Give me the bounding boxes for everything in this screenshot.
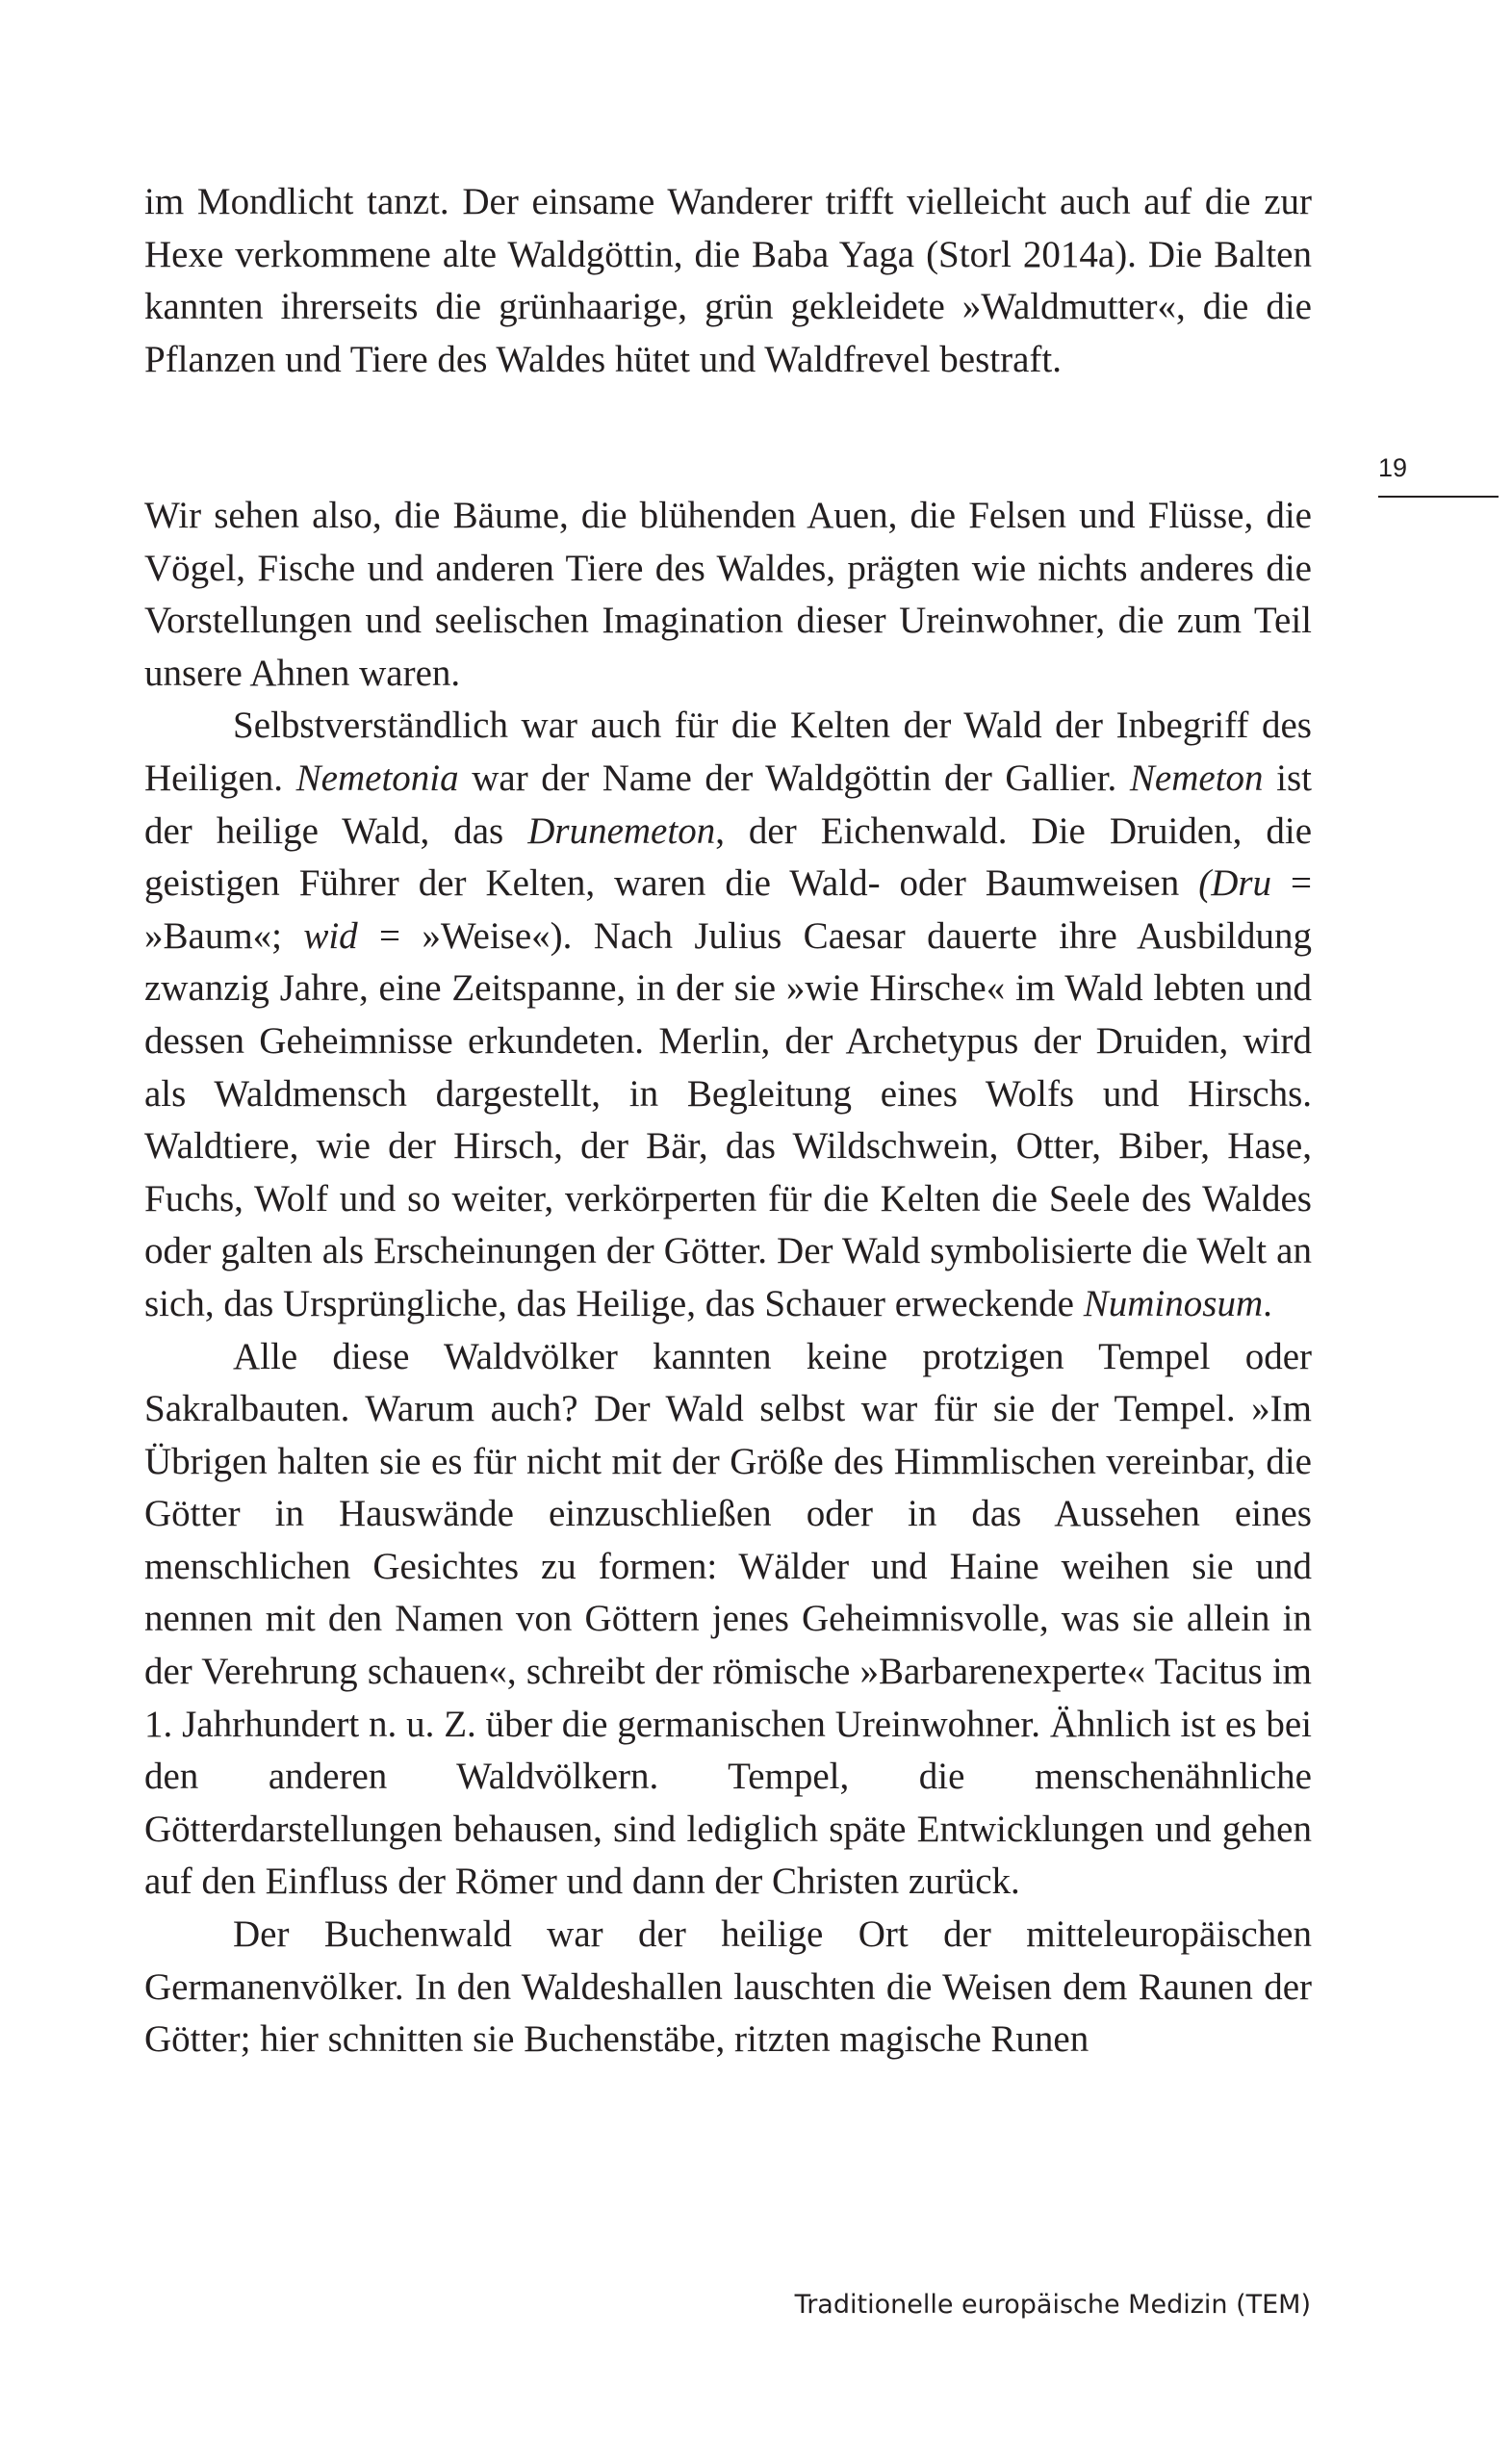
paragraph: Wir sehen also, die Bäume, die blühenden Auen, die Felsen und Flüsse, die Vögel, Fische und anderen Tiere des Waldes, prägten wie nichts anderes die Vorstellungen und seelischen Imagination dieser Ureinwohner, die zum Teil unsere Ahnen waren. — [144, 495, 1312, 694]
paragraph — [144, 700, 1312, 1330]
italic-term: (Dru — [1198, 862, 1272, 905]
text-block-top — [144, 176, 1312, 386]
italic-term: Nemeton — [1129, 757, 1264, 799]
running-footer: Traditionelle europäische Medizin (TEM) — [794, 2290, 1311, 2320]
text-run: war der Name der Waldgöttin der Gallier. — [472, 757, 1117, 799]
italic-term: Nemetonia — [295, 757, 459, 799]
page-number: 19 — [1378, 453, 1408, 482]
text-block-main — [144, 490, 1312, 2066]
italic-term: Drunemeton — [527, 809, 716, 852]
paragraph: im Mondlicht tanzt. Der einsame Wanderer trifft vielleicht auch auf die zur Hexe verkommene alte Waldgöttin, die Baba Yaga (Storl 2014a). Die Balten kannten ihrerseits die grünhaarige, grün gekleidete »Waldmutter«, die die Pflanzen und Tiere des Waldes hütet und Waldfrevel bestraft. — [144, 181, 1312, 380]
text-run: = »Baum«; — [144, 862, 1313, 957]
paragraph: Alle diese Waldvölker kannten keine protzigen Tempel oder Sakralbauten. Warum auch? Der Wald selbst war für sie der Tempel. »Im Übrigen halten sie es für nicht mit der Größe des Himmlischen vereinbar, die Götter in Hauswände einzuschließen oder in das Aussehen eines menschlichen Gesichtes zu formen: Wälder und Haine weihen sie und nennen mit den Namen von Göttern jenes Geheimnisvolle, was sie allein in der Verehrung schauen«, schreibt der römische »Barbarenexperte« Tacitus im 1. Jahrhundert n. u. Z. über die germanischen Ureinwohner. Ähnlich ist es bei den anderen Waldvölkern. Tempel, die menschenähnliche Götterdarstellungen behausen, sind lediglich späte Entwicklungen und gehen auf den Einfluss der Römer und dann der Christen zurück. — [144, 1335, 1312, 1903]
italic-term: Numinosum — [1083, 1282, 1264, 1324]
paragraph: Der Buchenwald war der heilige Ort der mitteleuropäischen Germanenvölker. In den Waldeshallen lauschten die Weisen dem Raunen der Götter; hier schnitten sie Buchenstäbe, ritzten magische Runen — [144, 1913, 1312, 2061]
text-run: ist der heilige Wald, das — [144, 757, 1313, 852]
page-number-rule — [1378, 496, 1499, 498]
text-run: , der Eichenwald. Die Druiden, die geistigen Führer der Kelten, waren die Wald- oder Baumweisen — [144, 809, 1313, 905]
text-run: = »Weise«). Nach Julius Caesar dauerte ihre Ausbildung zwanzig Jahre, eine Zeitspanne, in der sie »wie Hirsche« im Wald lebten und dessen Geheimnisse erkundeten. Merlin, der Archetypus der Druiden, wird als Waldmensch dargestellt, in Begleitung eines Wolfs und Hirschs. Waldtiere, wie der Hirsch, der Bär, das Wildschwein, Otter, Biber, Hase, Fuchs, Wolf und so weiter, verkörperten für die Kelten die Seele des Waldes oder galten als Erscheinungen der Götter. Der Wald symbolisierte die Welt an sich, das Ursprüngliche, das Heilige, das Schauer erweckende — [144, 914, 1313, 1324]
text-run: Selbstverständlich war auch für die Kelten der Wald der Inbegriff des Heiligen. — [144, 705, 1312, 799]
italic-term: wid — [303, 914, 358, 957]
text-run: . — [1263, 1282, 1272, 1324]
